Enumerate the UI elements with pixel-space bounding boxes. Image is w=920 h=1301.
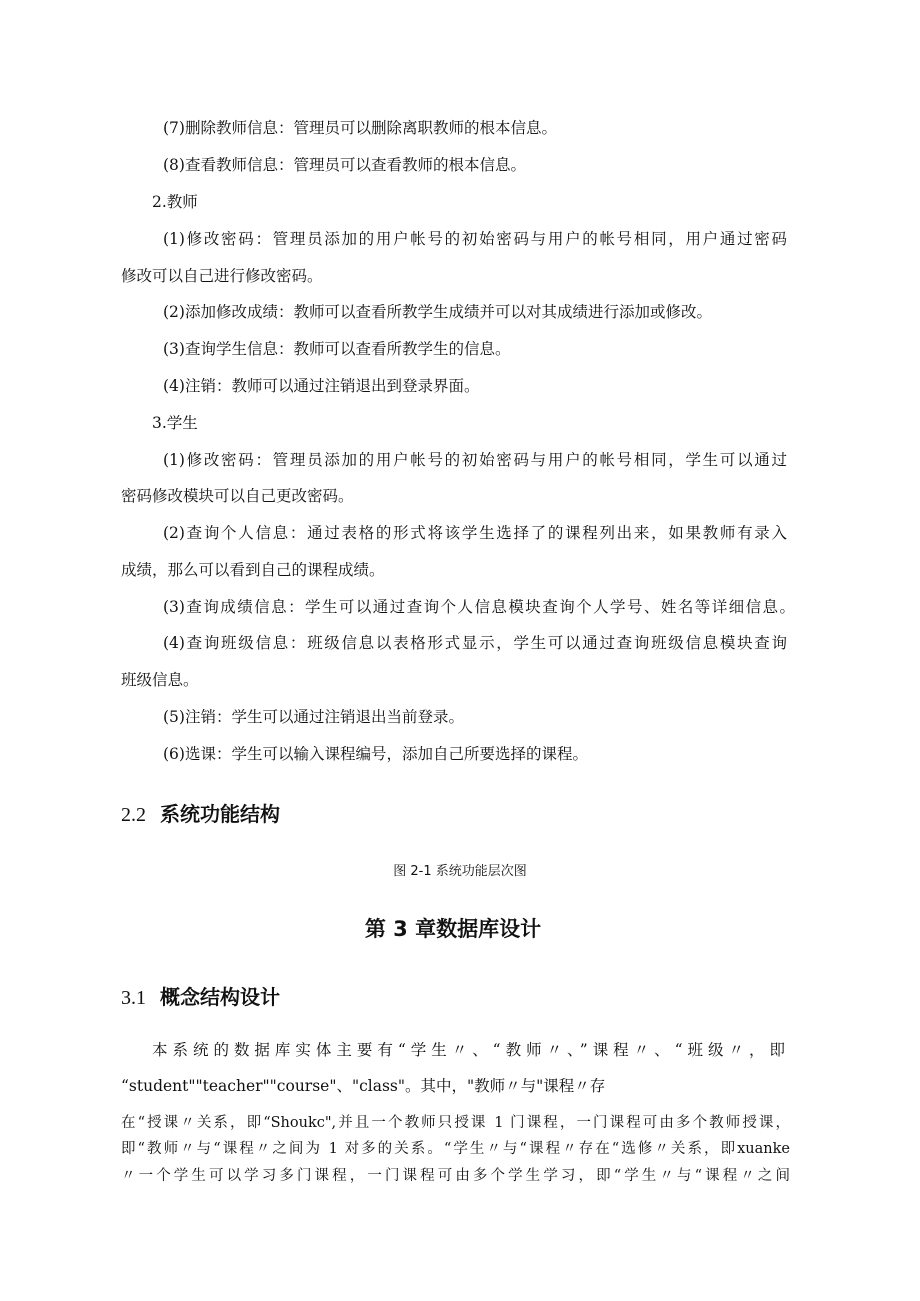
student-item-grade-info: (3)查询成绩信息：学生可以通过查询个人信息模块查询个人学号、姓名等详细信息。 [163, 598, 795, 616]
paragraph-line: 本系统的数据库实体主要有“学生〃、“教师〃、”课程〃、“班级〃，即 [152, 1041, 785, 1059]
student-item-personal-info-cont: 成绩，那么可以看到自己的课程成绩。 [121, 561, 385, 579]
student-item-class-info: (4)查询班级信息：班级信息以表格形式显示，学生可以通过查询班级信息模块查询 [163, 634, 787, 652]
admin-item-view-teacher: (8)查看教师信息：管理员可以查看教师的根本信息。 [163, 156, 526, 174]
student-heading: 3.学生 [152, 414, 198, 432]
chapter-3-title: 第 3 章数据库设计 [364, 917, 542, 941]
teacher-item-query-students: (3)查询学生信息：教师可以查看所教学生的信息。 [163, 340, 511, 358]
student-item-change-password: (1)修改密码：管理员添加的用户帐号的初始密码与用户的帐号相同，学生可以通过 [163, 451, 787, 469]
teacher-heading: 2.教师 [152, 193, 198, 211]
teacher-item-edit-grades: (2)添加修改成绩：教师可以查看所教学生成绩并可以对其成绩进行添加或修改。 [163, 303, 712, 321]
admin-item-delete-teacher: (7)删除教师信息：管理员可以删除离职教师的根本信息。 [163, 119, 557, 137]
paragraph-line: 〃一个学生可以学习多门课程，一门课程可由多个学生学习，即“学生〃与“课程〃之间 [121, 1168, 790, 1184]
section-3-1-heading [121, 984, 280, 1011]
paragraph-line: 在“授课〃关系，即“Shoukc",并且一个教师只授课 1 门课程，一门课程可由多个教师授课， [121, 1115, 790, 1131]
student-item-course-selection: (6)选课：学生可以输入课程编号，添加自己所要选择的课程。 [163, 745, 588, 763]
student-item-change-password-cont: 密码修改模块可以自己更改密码。 [121, 487, 354, 505]
section-3-1-number: 3.1 [121, 987, 146, 1009]
paragraph-line: 即“教师〃与“课程〃之间为 1 对多的关系。“学生〃与“课程〃存在“选修〃关系，即xuanke [121, 1141, 790, 1157]
student-item-personal-info: (2)查询个人信息：通过表格的形式将该学生选择了的课程列出来，如果教师有录入 [163, 524, 787, 542]
teacher-item-change-password: (1)修改密码：管理员添加的用户帐号的初始密码与用户的帐号相同，用户通过密码 [163, 230, 787, 248]
section-2-2-heading [121, 801, 280, 828]
paragraph-line: “student""teacher""course"、"class"。其中，"教师〃与"课程〃存 [121, 1077, 606, 1095]
teacher-item-logout: (4)注销：教师可以通过注销退出到登录界面。 [163, 377, 480, 395]
section-2-2-title: 系统功能结构 [160, 802, 280, 826]
student-item-logout: (5)注销：学生可以通过注销退出当前登录。 [163, 708, 464, 726]
student-item-class-info-cont: 班级信息。 [121, 671, 199, 689]
section-2-2-number: 2.2 [121, 804, 146, 826]
section-3-1-title: 概念结构设计 [160, 985, 280, 1009]
figure-caption: 图 2-1 系统功能层次图 [393, 864, 527, 879]
teacher-item-change-password-cont: 修改可以自己进行修改密码。 [121, 267, 323, 285]
